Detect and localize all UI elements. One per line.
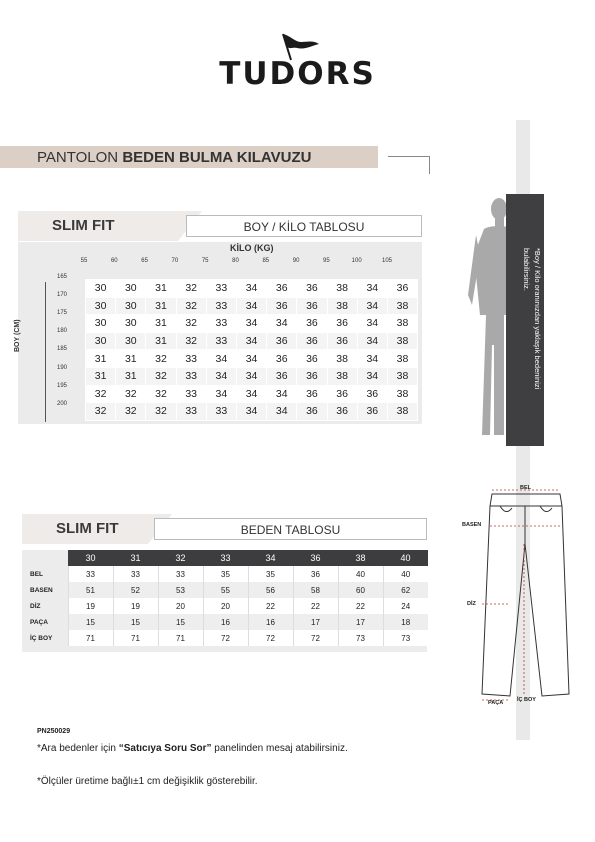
size-cell: 36 bbox=[267, 280, 297, 298]
divider bbox=[429, 156, 430, 174]
size-cell: 31 bbox=[86, 350, 116, 368]
size-cell: 33 bbox=[206, 332, 236, 350]
measure-cell: 35 bbox=[248, 566, 293, 582]
size-cell: 34 bbox=[267, 315, 297, 333]
size-cell: 31 bbox=[146, 332, 176, 350]
kg-tick: 60 bbox=[110, 258, 118, 264]
size-cell: 31 bbox=[146, 315, 176, 333]
size-cell: 32 bbox=[86, 385, 116, 403]
size-cell: 38 bbox=[387, 332, 417, 350]
size-cell: 34 bbox=[236, 367, 266, 385]
size-cell: 31 bbox=[146, 297, 176, 315]
table-row bbox=[86, 280, 418, 298]
size-cell: 32 bbox=[176, 297, 206, 315]
boy-tick: 200 bbox=[57, 400, 68, 407]
table-row bbox=[22, 582, 428, 598]
size-cell: 36 bbox=[267, 332, 297, 350]
size-cell: 32 bbox=[146, 350, 176, 368]
measure-cell: 71 bbox=[158, 630, 203, 646]
size-cell: 38 bbox=[387, 403, 417, 421]
size-cell: 33 bbox=[176, 385, 206, 403]
row-header: BASEN bbox=[22, 582, 68, 598]
size-cell: 36 bbox=[297, 350, 327, 368]
brand-name: TUDORS bbox=[219, 56, 376, 92]
pants-diagram-icon bbox=[470, 484, 580, 714]
kg-tick: 95 bbox=[323, 258, 330, 264]
size-cell: 30 bbox=[116, 315, 146, 333]
pants-label-diz: DİZ bbox=[467, 601, 476, 607]
size-cell: 38 bbox=[327, 297, 357, 315]
size-cell: 36 bbox=[267, 367, 297, 385]
measure-cell: 15 bbox=[158, 614, 203, 630]
size-cell: 31 bbox=[86, 367, 116, 385]
measure-cell: 72 bbox=[293, 630, 338, 646]
kg-tick: 65 bbox=[141, 258, 148, 264]
size-cell: 36 bbox=[297, 332, 327, 350]
size-cell: 38 bbox=[387, 315, 417, 333]
table-row bbox=[22, 630, 428, 646]
size-cell: 33 bbox=[206, 315, 236, 333]
tab-title: BEDEN TABLOSU bbox=[154, 518, 427, 540]
size-cell: 34 bbox=[357, 367, 387, 385]
size-cell: 32 bbox=[176, 332, 206, 350]
size-cell: 38 bbox=[327, 350, 357, 368]
size-cell: 30 bbox=[86, 297, 116, 315]
boy-tick: 195 bbox=[57, 382, 68, 389]
column-header: 36 bbox=[293, 550, 338, 566]
size-cell: 32 bbox=[146, 403, 176, 421]
note-ara-beden: *Ara bedenler için “Satıcıya Soru Sor” panelinden mesaj atabilirsiniz. bbox=[37, 743, 348, 754]
table-row bbox=[86, 297, 418, 315]
table1-header bbox=[18, 211, 422, 241]
column-header: 33 bbox=[203, 550, 248, 566]
size-cell: 34 bbox=[236, 280, 266, 298]
boy-axis-title: BOY (CM) bbox=[14, 319, 21, 352]
measure-cell: 20 bbox=[158, 598, 203, 614]
tab-title: BOY / KİLO TABLOSU bbox=[186, 215, 422, 237]
size-cell: 32 bbox=[176, 280, 206, 298]
size-cell: 34 bbox=[206, 367, 236, 385]
size-cell: 30 bbox=[116, 332, 146, 350]
column-header: 32 bbox=[158, 550, 203, 566]
measure-cell: 19 bbox=[68, 598, 113, 614]
measure-cell: 72 bbox=[203, 630, 248, 646]
measure-cell: 40 bbox=[338, 566, 383, 582]
table-row bbox=[86, 332, 418, 350]
size-cell: 38 bbox=[387, 385, 417, 403]
size-cell: 33 bbox=[176, 403, 206, 421]
size-cell: 33 bbox=[176, 350, 206, 368]
boy-tick: 185 bbox=[57, 346, 68, 353]
measure-cell: 20 bbox=[203, 598, 248, 614]
size-cell: 34 bbox=[236, 315, 266, 333]
size-cell: 38 bbox=[327, 280, 357, 298]
column-header: 38 bbox=[338, 550, 383, 566]
column-header: 40 bbox=[383, 550, 428, 566]
divider bbox=[388, 156, 430, 157]
measure-cell: 15 bbox=[113, 614, 158, 630]
measure-cell: 17 bbox=[338, 614, 383, 630]
column-header: 30 bbox=[68, 550, 113, 566]
size-cell: 36 bbox=[297, 385, 327, 403]
size-cell: 32 bbox=[146, 385, 176, 403]
size-cell: 30 bbox=[116, 280, 146, 298]
size-cell: 30 bbox=[86, 315, 116, 333]
measure-cell: 40 bbox=[383, 566, 428, 582]
row-header: DİZ bbox=[22, 598, 68, 614]
size-cell: 34 bbox=[236, 385, 266, 403]
table-row bbox=[22, 614, 428, 630]
corner-cell bbox=[22, 550, 68, 566]
measure-cell: 73 bbox=[338, 630, 383, 646]
measure-cell: 72 bbox=[248, 630, 293, 646]
kg-tick: 80 bbox=[232, 258, 239, 264]
measure-cell: 19 bbox=[113, 598, 158, 614]
size-cell: 34 bbox=[236, 403, 266, 421]
size-cell: 36 bbox=[327, 332, 357, 350]
size-cell: 33 bbox=[176, 367, 206, 385]
product-code: PN250029 bbox=[37, 728, 71, 735]
measure-cell: 35 bbox=[203, 566, 248, 582]
tab-label: SLIM FIT bbox=[22, 514, 148, 544]
size-cell: 31 bbox=[146, 280, 176, 298]
size-cell: 36 bbox=[267, 297, 297, 315]
boy-tick: 165 bbox=[57, 274, 68, 280]
kg-tick: 70 bbox=[171, 258, 179, 264]
size-cell: 38 bbox=[327, 367, 357, 385]
page-title: PANTOLON BEDEN BULMA KILAVUZU bbox=[37, 149, 312, 166]
measure-cell: 36 bbox=[293, 566, 338, 582]
size-cell: 34 bbox=[357, 280, 387, 298]
pants-label-basen: BASEN bbox=[462, 522, 482, 528]
boy-axis-arrow bbox=[45, 282, 46, 422]
boy-tick: 170 bbox=[57, 292, 68, 299]
size-cell: 30 bbox=[86, 332, 116, 350]
size-cell: 34 bbox=[267, 403, 297, 421]
measure-cell: 16 bbox=[203, 614, 248, 630]
measure-cell: 33 bbox=[158, 566, 203, 582]
size-cell: 33 bbox=[206, 280, 236, 298]
size-cell: 36 bbox=[387, 280, 417, 298]
kg-tick: 100 bbox=[351, 258, 362, 264]
size-cell: 36 bbox=[297, 367, 327, 385]
boy-tick: 175 bbox=[57, 310, 68, 317]
size-cell: 34 bbox=[357, 332, 387, 350]
size-cell: 34 bbox=[357, 297, 387, 315]
size-cell: 36 bbox=[327, 403, 357, 421]
beden-grid bbox=[22, 550, 428, 646]
size-cell: 38 bbox=[387, 350, 417, 368]
size-cell: 36 bbox=[297, 280, 327, 298]
size-cell: 36 bbox=[267, 350, 297, 368]
measure-cell: 53 bbox=[158, 582, 203, 598]
size-cell: 33 bbox=[206, 297, 236, 315]
size-cell: 36 bbox=[297, 403, 327, 421]
size-cell: 31 bbox=[116, 350, 146, 368]
kg-tick: 90 bbox=[292, 258, 300, 264]
measure-cell: 22 bbox=[293, 598, 338, 614]
size-cell: 36 bbox=[327, 315, 357, 333]
measure-cell: 17 bbox=[293, 614, 338, 630]
table-row bbox=[86, 367, 418, 385]
size-cell: 34 bbox=[236, 350, 266, 368]
measure-cell: 71 bbox=[113, 630, 158, 646]
size-cell: 30 bbox=[116, 297, 146, 315]
measure-cell: 51 bbox=[68, 582, 113, 598]
brand-logo bbox=[0, 32, 595, 92]
measure-cell: 18 bbox=[383, 614, 428, 630]
measure-cell: 33 bbox=[68, 566, 113, 582]
measure-cell: 15 bbox=[68, 614, 113, 630]
table-row bbox=[86, 403, 418, 421]
size-cell: 36 bbox=[357, 385, 387, 403]
size-tip: *Boy / Kilo oranınızdan yaklaşık bedeninizi bulabilirsiniz. bbox=[522, 248, 542, 390]
size-cell: 30 bbox=[86, 280, 116, 298]
measure-cell: 56 bbox=[248, 582, 293, 598]
pants-label-ic-boy: İÇ BOY bbox=[517, 697, 536, 703]
size-cell: 32 bbox=[116, 403, 146, 421]
boy-tick: 190 bbox=[57, 364, 68, 371]
size-cell: 34 bbox=[357, 315, 387, 333]
size-cell: 36 bbox=[327, 385, 357, 403]
boy-kilo-grid bbox=[85, 279, 418, 421]
size-cell: 34 bbox=[236, 332, 266, 350]
measure-cell: 22 bbox=[338, 598, 383, 614]
measure-cell: 52 bbox=[113, 582, 158, 598]
header-row bbox=[22, 550, 428, 566]
measure-cell: 16 bbox=[248, 614, 293, 630]
size-cell: 31 bbox=[116, 367, 146, 385]
table-row bbox=[86, 350, 418, 368]
size-cell: 36 bbox=[297, 315, 327, 333]
table-row bbox=[86, 385, 418, 403]
table-row bbox=[22, 598, 428, 614]
measure-cell: 33 bbox=[113, 566, 158, 582]
column-header: 31 bbox=[113, 550, 158, 566]
size-cell: 32 bbox=[176, 315, 206, 333]
size-cell: 34 bbox=[236, 297, 266, 315]
measure-cell: 55 bbox=[203, 582, 248, 598]
size-cell: 36 bbox=[297, 297, 327, 315]
size-cell: 34 bbox=[267, 385, 297, 403]
measure-cell: 58 bbox=[293, 582, 338, 598]
measure-cell: 24 bbox=[383, 598, 428, 614]
row-header: BEL bbox=[22, 566, 68, 582]
size-cell: 34 bbox=[206, 385, 236, 403]
size-cell: 38 bbox=[387, 367, 417, 385]
size-cell: 32 bbox=[116, 385, 146, 403]
size-cell: 33 bbox=[206, 403, 236, 421]
size-cell: 34 bbox=[206, 350, 236, 368]
measure-cell: 60 bbox=[338, 582, 383, 598]
row-header: PAÇA bbox=[22, 614, 68, 630]
measure-cell: 62 bbox=[383, 582, 428, 598]
boy-tick: 180 bbox=[57, 328, 68, 335]
tab-label: SLIM FIT bbox=[18, 211, 178, 241]
kg-tick: 85 bbox=[262, 258, 270, 264]
pants-label-paca: PAÇA bbox=[488, 700, 504, 706]
size-cell: 32 bbox=[146, 367, 176, 385]
note-olcu-tolerans: *Ölçüler üretime bağlı±1 cm değişiklik gösterebilir. bbox=[37, 776, 258, 787]
table-row bbox=[86, 315, 418, 333]
size-cell: 38 bbox=[387, 297, 417, 315]
table-row bbox=[22, 566, 428, 582]
size-cell: 32 bbox=[86, 403, 116, 421]
kg-tick: 75 bbox=[201, 258, 209, 264]
pants-label-bel: BEL bbox=[520, 485, 531, 491]
kg-tick: 55 bbox=[80, 258, 88, 264]
kg-axis-title: KİLO (KG) bbox=[230, 243, 274, 253]
measure-cell: 22 bbox=[248, 598, 293, 614]
table2-header bbox=[22, 514, 427, 544]
column-header: 34 bbox=[248, 550, 293, 566]
size-cell: 34 bbox=[357, 350, 387, 368]
kg-tick: 105 bbox=[381, 258, 392, 264]
measure-cell: 73 bbox=[383, 630, 428, 646]
measure-cell: 71 bbox=[68, 630, 113, 646]
size-cell: 36 bbox=[357, 403, 387, 421]
row-header: İÇ BOY bbox=[22, 630, 68, 646]
